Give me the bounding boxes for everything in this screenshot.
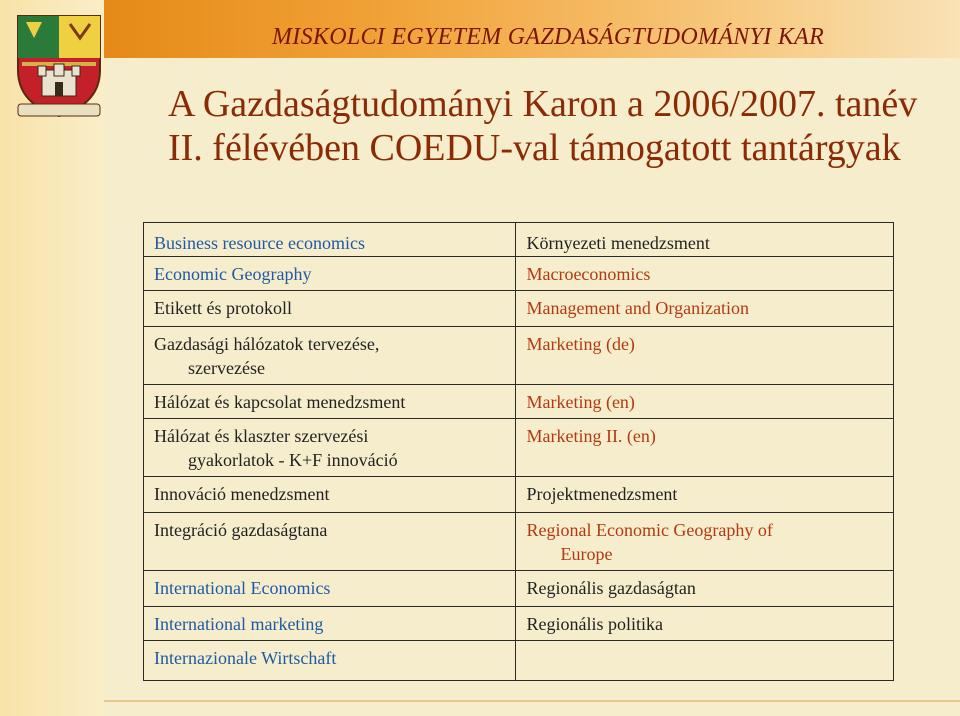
course-name: Gazdasági hálózatok tervezése,: [154, 334, 380, 354]
course-name: Etikett és protokoll: [154, 298, 292, 318]
course-name: Economic Geography: [154, 264, 312, 284]
university-crest-logo: [12, 12, 106, 120]
course-cell-right: [516, 291, 894, 327]
course-cell-right: [516, 257, 894, 291]
table-row: [144, 419, 894, 477]
footer-divider: [104, 700, 960, 702]
course-cell-right: [516, 607, 894, 641]
course-name: Business resource economics: [154, 233, 365, 253]
table-row: [144, 257, 894, 291]
course-cell-right: [516, 477, 894, 513]
course-name: Internazionale Wirtschaft: [154, 648, 337, 668]
table-row: [144, 513, 894, 571]
course-cell-left: [144, 571, 516, 607]
course-cell-left: [144, 385, 516, 419]
course-name: Marketing (en): [526, 392, 635, 412]
course-name: Környezeti menedzsment: [526, 233, 710, 253]
table-row: [144, 327, 894, 385]
course-cell-left: [144, 477, 516, 513]
table-row: [144, 291, 894, 327]
course-cell-left: [144, 291, 516, 327]
course-name: Projektmenedzsment: [526, 484, 678, 504]
course-name: International Economics: [154, 578, 331, 598]
course-cell-right: [516, 571, 894, 607]
course-name: Innováció menedzsment: [154, 484, 330, 504]
table-row: [144, 641, 894, 681]
course-name: Management and Organization: [526, 298, 750, 318]
course-cell-right: [516, 385, 894, 419]
course-name: Integráció gazdaságtana: [154, 520, 328, 540]
course-cell-right: [516, 513, 894, 571]
course-cell-right: [516, 641, 894, 681]
institution-name: MISKOLCI EGYETEM GAZDASÁGTUDOMÁNYI KAR: [272, 24, 825, 50]
course-cell-left: [144, 641, 516, 681]
course-name: szervezése: [188, 358, 265, 378]
course-cell-left: [144, 327, 516, 385]
course-name: gyakorlatok - K+F innováció: [188, 450, 398, 470]
table-row: [144, 571, 894, 607]
course-name: Marketing II. (en): [526, 426, 656, 446]
course-name: Hálózat és klaszter szervezési: [154, 426, 369, 446]
slide-title-line1: A Gazdaságtudományi Karon a 2006/2007. tanév: [168, 83, 918, 125]
course-cell-left: [144, 419, 516, 477]
course-cell-left: [144, 513, 516, 571]
course-name: Regionális politika: [526, 614, 663, 634]
table-row: [144, 385, 894, 419]
table-row: [144, 477, 894, 513]
table-row: [144, 607, 894, 641]
course-name: Macroeconomics: [526, 264, 651, 284]
course-cell-left: [144, 257, 516, 291]
course-cell-left: [144, 607, 516, 641]
course-cell-right: [516, 223, 894, 257]
course-name: Europe: [560, 544, 613, 564]
course-cell-left: [144, 223, 516, 257]
table-row: [144, 223, 894, 257]
course-cell-right: [516, 419, 894, 477]
courses-table: [143, 222, 894, 681]
slide-title: [168, 82, 948, 170]
course-name: Hálózat és kapcsolat menedzsment: [154, 392, 406, 412]
course-cell-right: [516, 327, 894, 385]
course-name: International marketing: [154, 614, 324, 634]
slide-title-line2: II. félévében COEDU-val támogatott tantárgyak: [168, 127, 901, 169]
course-name: Marketing (de): [526, 334, 635, 354]
course-name: Regionális gazdaságtan: [526, 578, 696, 598]
course-name: Regional Economic Geography of: [526, 520, 773, 540]
